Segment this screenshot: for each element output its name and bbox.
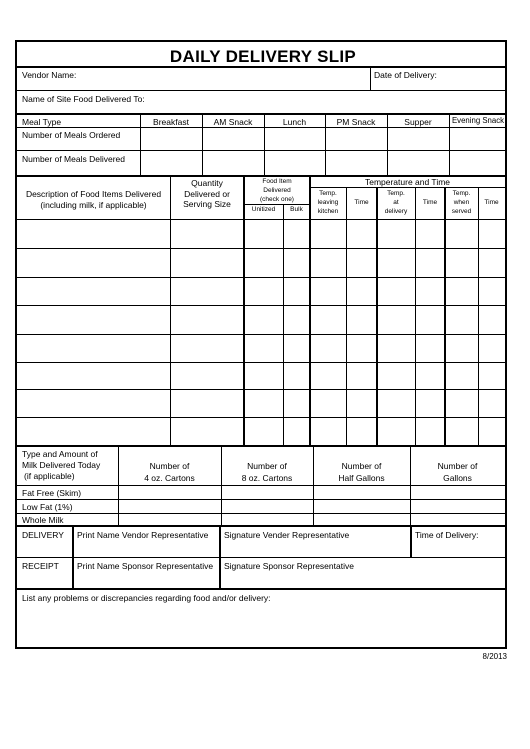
divider (202, 113, 203, 175)
divider (387, 113, 388, 175)
divider (17, 499, 505, 500)
temp-leaving-line3: kitchen (317, 208, 339, 215)
divider (17, 445, 505, 447)
temp-leaving-line1: Temp. (319, 190, 337, 197)
cartons-8oz-line1: Number of (247, 461, 287, 471)
divider (17, 150, 505, 151)
table-row (17, 248, 505, 249)
divider (17, 485, 505, 486)
delivery-slip-form (15, 40, 507, 649)
food-item-header-line2: Delivered (263, 187, 291, 194)
divider (283, 204, 284, 445)
meal-pm-snack: PM Snack (336, 117, 376, 127)
milk-whole: Whole Milk (22, 515, 64, 525)
delivery-time: Time of Delivery: (415, 530, 479, 540)
meal-lunch: Lunch (282, 117, 307, 127)
cartons-4oz-line2: 4 oz. Cartons (144, 473, 195, 483)
problems-label: List any problems or discrepancies regarding food and/or delivery: (22, 593, 271, 603)
divider (309, 175, 311, 445)
time3-header: Time (484, 199, 499, 206)
milk-fat-free: Fat Free (Skim) (22, 488, 82, 498)
meal-breakfast: Breakfast (153, 117, 189, 127)
temp-delivery-line1: Temp. (387, 190, 405, 197)
meal-supper: Supper (404, 117, 432, 127)
divider (17, 513, 505, 514)
divider (17, 219, 505, 220)
divider (17, 90, 505, 91)
temp-served-line1: Temp. (452, 190, 471, 197)
date-of-delivery-label: Date of Delivery: (374, 70, 437, 80)
quantity-header-line2: Delivered or (184, 189, 230, 199)
temp-delivery-line2: at (393, 199, 399, 206)
form-title: DAILY DELIVERY SLIP (169, 47, 357, 66)
temperature-time-header: Temperature and Time (364, 177, 451, 187)
revision-date: 8/2013 (482, 652, 507, 661)
milk-low-fat: Low Fat (1%) (22, 502, 73, 512)
divider (310, 187, 505, 188)
temp-leaving-line2: leaving (317, 199, 339, 206)
time1-header: Time (354, 199, 369, 206)
receipt-signature: Signature Sponsor Representative (224, 561, 354, 571)
divider (449, 113, 450, 175)
temp-served-line3: served (451, 208, 472, 215)
delivery-label: DELIVERY (22, 530, 64, 540)
divider (325, 113, 326, 175)
divider (17, 525, 505, 527)
vendor-name-label: Vendor Name: (22, 70, 77, 80)
food-item-header-line3: (check one) (260, 196, 294, 203)
cartons-4oz-line1: Number of (149, 461, 190, 471)
time2-header: Time (422, 199, 438, 206)
meal-type-label: Meal Type (22, 117, 62, 127)
temp-served-line2: when (453, 199, 470, 206)
temp-delivery-line3: delivery (384, 208, 408, 215)
meals-delivered-label: Number of Meals Delivered (22, 154, 125, 164)
table-row (17, 334, 505, 335)
meal-evening-snack: Evening Snack (451, 116, 504, 125)
divider (219, 525, 221, 589)
description-header-line2: (including milk, if applicable) (40, 200, 147, 210)
table-row (17, 277, 505, 278)
divider (17, 113, 505, 115)
table-row (17, 389, 505, 390)
food-item-header-line1: Food Item (262, 178, 292, 185)
milk-type-line1: Type and Amount of (22, 449, 98, 459)
bulk-header: Bulk (290, 206, 303, 213)
milk-type-line3: (if applicable) (24, 471, 75, 481)
divider (243, 175, 245, 445)
half-gallons-line1: Number of (341, 461, 382, 471)
gallons-line1: Number of (437, 461, 478, 471)
milk-type-line2: Milk Delivered Today (22, 460, 101, 470)
table-row (17, 362, 505, 363)
divider (17, 557, 505, 558)
divider (370, 66, 371, 90)
divider (410, 525, 412, 557)
divider (478, 187, 479, 445)
delivery-signature: Signature Vender Representative (224, 530, 350, 540)
description-header-line1: Description of Food Items Delivered (25, 189, 162, 199)
divider (415, 187, 416, 445)
gallons-line2: Gallons (443, 473, 472, 483)
divider (376, 187, 378, 445)
unitized-header: Unitized (251, 206, 276, 213)
divider (444, 187, 446, 445)
table-row (17, 305, 505, 306)
divider (72, 525, 74, 589)
divider (221, 445, 222, 525)
site-name-label: Name of Site Food Delivered To: (22, 94, 145, 104)
divider (170, 175, 171, 445)
receipt-label: RECEIPT (22, 561, 59, 571)
divider (17, 588, 505, 590)
cartons-8oz-line2: 8 oz. Cartons (241, 473, 293, 483)
delivery-print-name: Print Name Vendor Representative (77, 530, 209, 540)
divider (346, 187, 347, 445)
divider (17, 66, 505, 68)
divider (118, 445, 119, 525)
receipt-print-name: Print Name Sponsor Representative (77, 561, 214, 571)
meals-ordered-label: Number of Meals Ordered (22, 130, 121, 140)
divider (264, 113, 265, 175)
meal-am-snack: AM Snack (213, 117, 253, 127)
divider (140, 113, 141, 175)
quantity-header-line1: Quantity (191, 178, 223, 188)
quantity-header-line3: Serving Size (183, 199, 231, 209)
table-row (17, 417, 505, 418)
divider (410, 445, 411, 525)
divider (244, 204, 310, 205)
divider (17, 127, 505, 128)
divider (313, 445, 314, 525)
half-gallons-line2: Half Gallons (338, 473, 385, 483)
